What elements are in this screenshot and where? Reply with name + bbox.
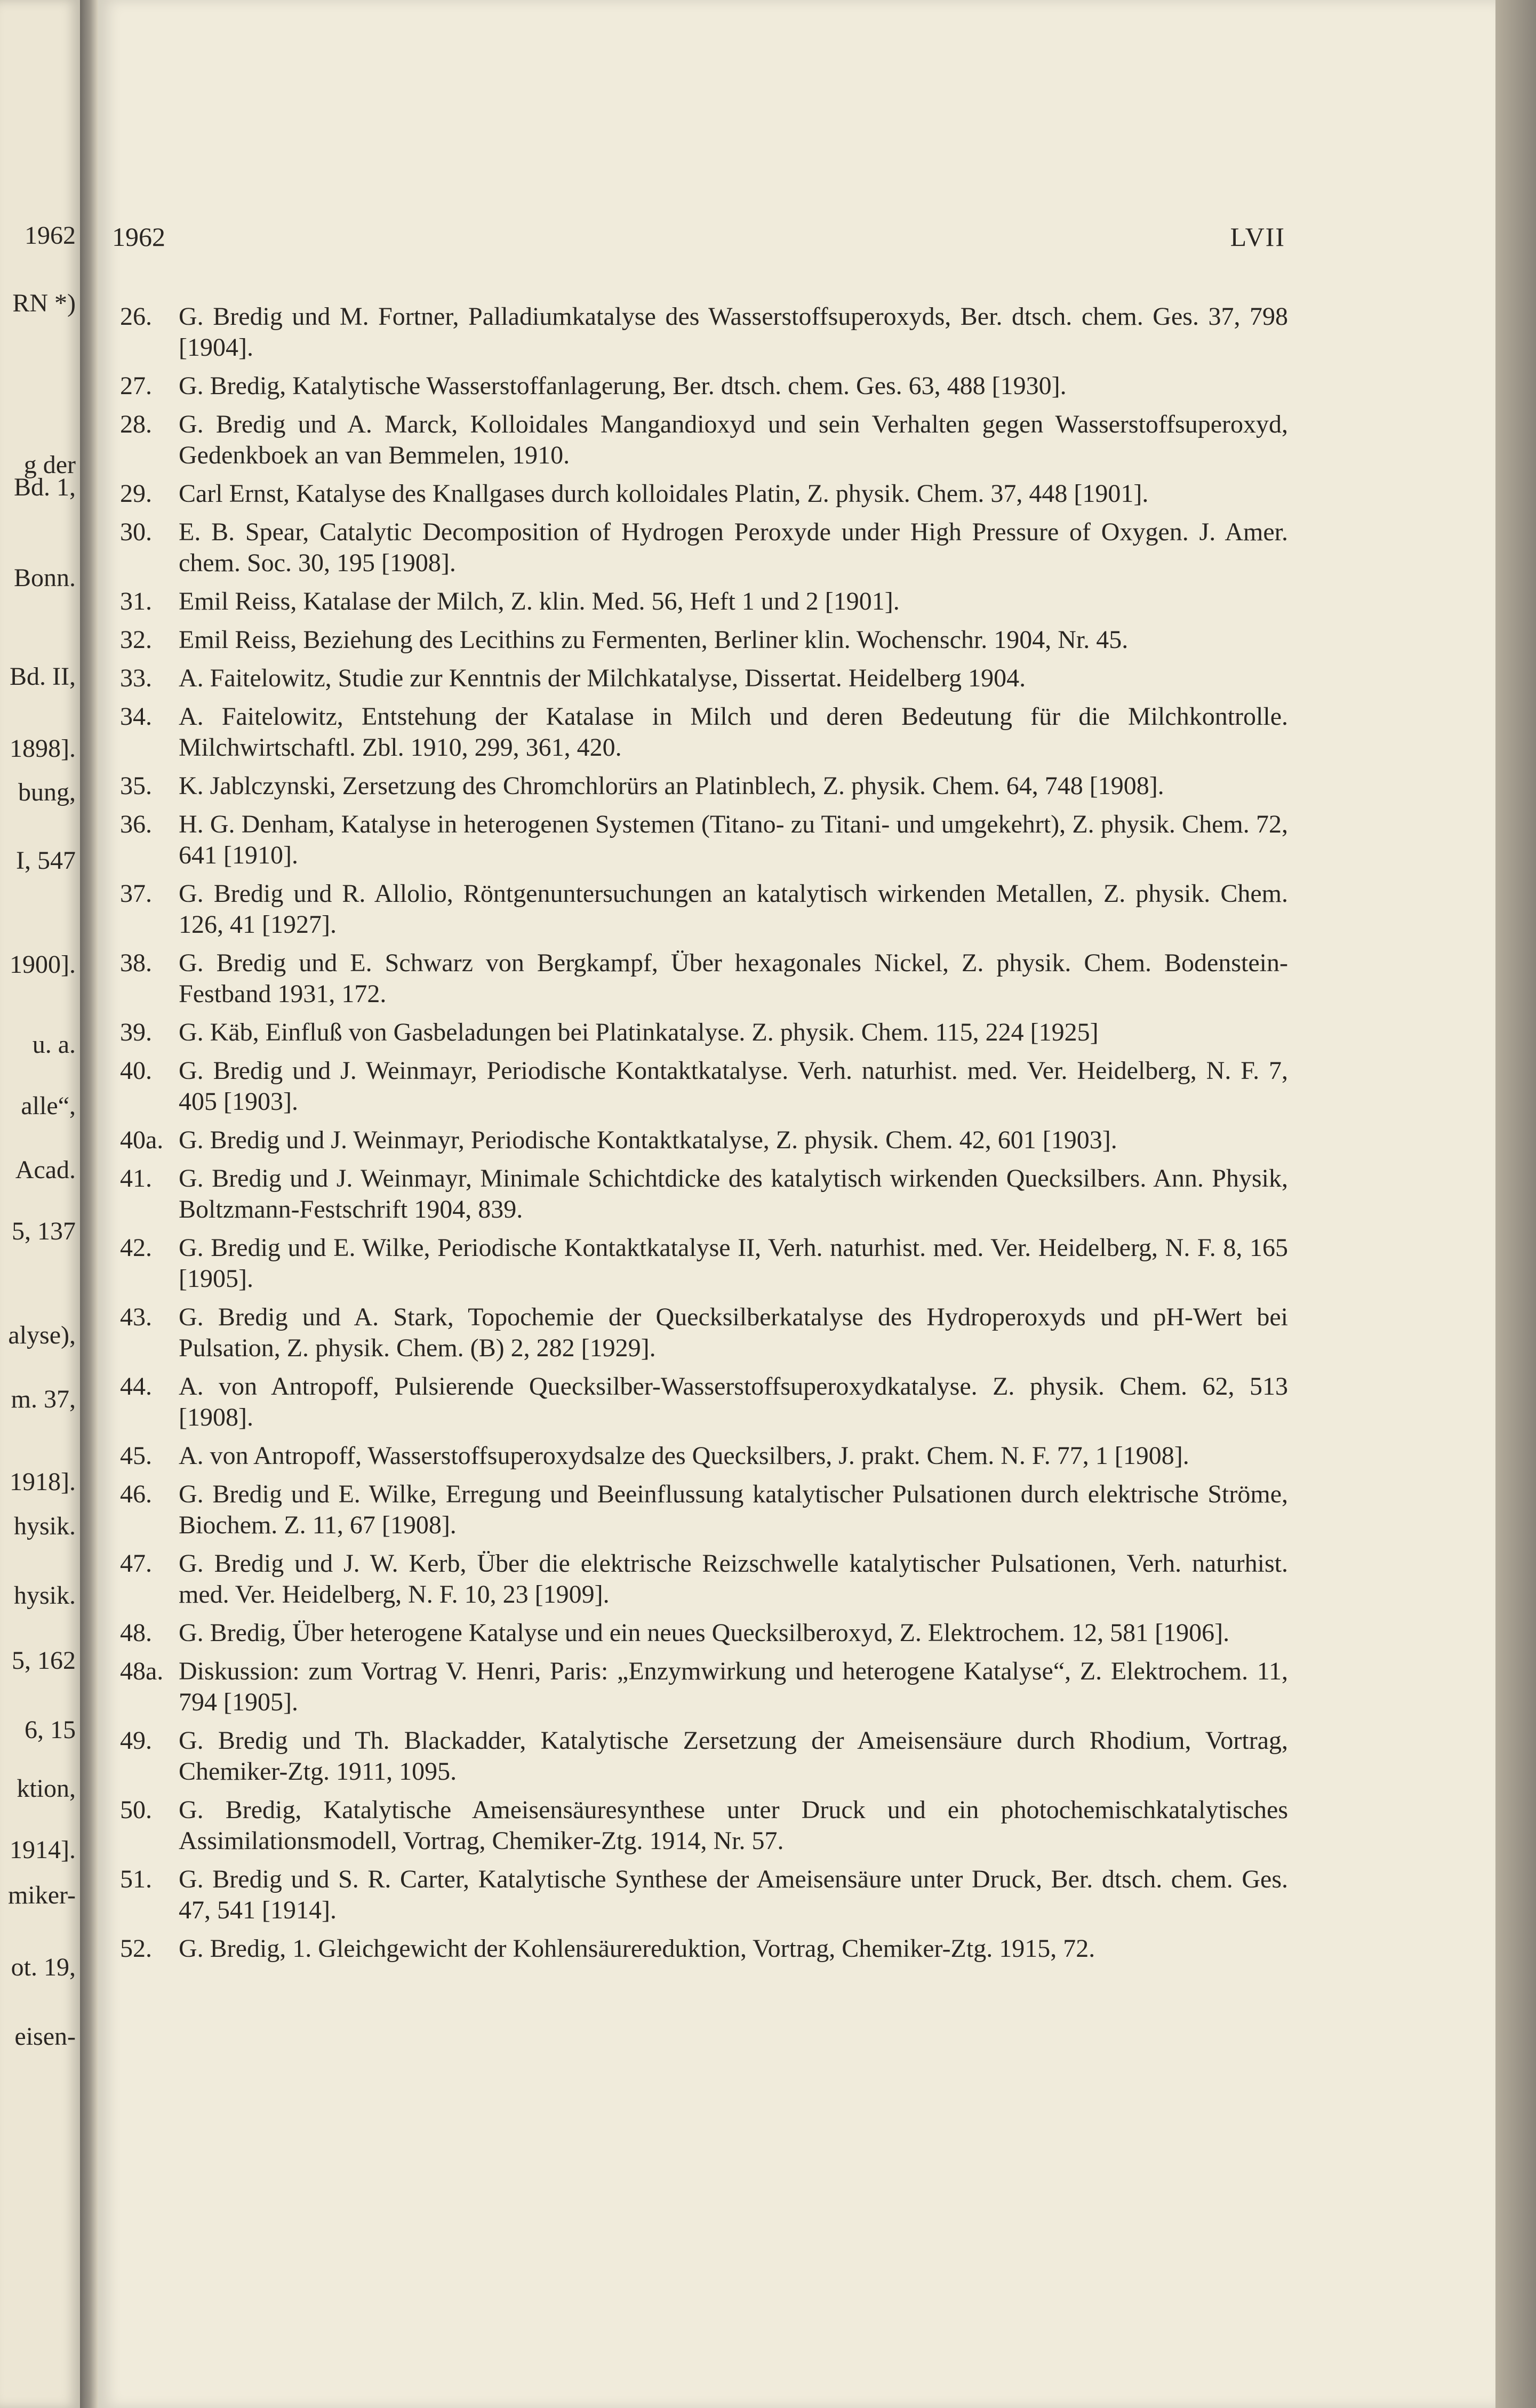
reference-entry [120,663,1288,694]
reference-entry [120,701,1288,763]
reference-number: 42. [120,1234,152,1262]
reference-entry [120,1055,1288,1117]
reference-text: G. Bredig, Über heterogene Katalyse und ein neues Quecksilberoxyd, Z. Elektrochem. 12, 581 [1906]. [179,1619,1230,1647]
reference-text: G. Bredig, 1. Gleichgewicht der Kohlensäurereduktion, Vortrag, Chemiker-Ztg. 1915, 72. [179,1934,1095,1963]
reference-number: 40a. [120,1126,164,1154]
reference-entry [120,1233,1288,1294]
reference-number: 34. [120,702,152,731]
reference-text: G. Bredig und M. Fortner, Palladiumkatalyse des Wasserstoffsuperoxyds, Ber. dtsch. chem. Ges. 37, 798 [1904]. [179,302,1288,362]
reference-text: A. Faitelowitz, Studie zur Kenntnis der Milchkatalyse, Dissertat. Heidelberg 1904. [179,664,1026,692]
reference-text: G. Bredig und J. W. Kerb, Über die elektrische Reizschwelle katalytischer Pulsationen, Verh. naturhist. med. Ver. Heidelberg, N. F. 10, 23 [1909]. [179,1549,1288,1609]
reference-number: 30. [120,518,152,546]
reference-number: 32. [120,626,152,654]
page-edge-shadow [1495,0,1536,2408]
reference-text: Emil Reiss, Katalase der Milch, Z. klin. Med. 56, Heft 1 und 2 [1901]. [179,587,900,615]
reference-text: G. Bredig und E. Wilke, Erregung und Beeinflussung katalytischer Pulsationen durch elektrische Ströme, Biochem. Z. 11, 67 [1908]. [179,1480,1288,1539]
reference-number: 27. [120,372,152,400]
left-page-line: RN *) [12,289,76,317]
reference-text: G. Bredig und E. Wilke, Periodische Kontaktkatalyse II, Verh. naturhist. med. Ver. Heidelberg, N. F. 8, 165 [1905]. [179,1234,1288,1293]
book-gutter [80,0,98,2408]
reference-number: 36. [120,810,152,838]
left-page-line: alyse), [8,1321,76,1349]
reference-number: 45. [120,1442,152,1470]
reference-entry [120,1441,1288,1471]
reference-entry [120,625,1288,655]
running-head-year: 1962 [112,222,165,252]
reference-number: 46. [120,1480,152,1508]
reference-text: A. Faitelowitz, Entstehung der Katalase in Milch und deren Bedeutung für die Milchkontrolle. Milchwirtschaftl. Zbl. 1910, 299, 361, 420. [179,702,1288,762]
reference-list [120,301,1288,1972]
reference-number: 37. [120,879,152,908]
reference-entry [120,301,1288,363]
reference-number: 33. [120,664,152,692]
left-page-line: hysik. [13,1512,76,1540]
reference-entry [120,517,1288,579]
left-page-line: 5, 162 [12,1646,76,1675]
reference-entry [120,478,1288,509]
reference-text: E. B. Spear, Catalytic Decomposition of Hydrogen Peroxyde under High Pressure of Oxygen. J. Amer. chem. Soc. 30, 195 [1908]. [179,518,1288,577]
reference-text: H. G. Denham, Katalyse in heterogenen Systemen (Titano- zu Titani- und umgekehrt), Z. physik. Chem. 72, 641 [1910]. [179,810,1288,869]
reference-number: 35. [120,772,152,800]
page-number: LVII [1230,222,1285,252]
reference-text: G. Bredig und Th. Blackadder, Katalytische Zersetzung der Ameisensäure durch Rhodium, Vortrag, Chemiker-Ztg. 1911, 1095. [179,1726,1288,1786]
reference-entry [120,1795,1288,1857]
left-page-line: 1900]. [10,950,76,979]
reference-entry [120,1371,1288,1433]
reference-entry [120,1017,1288,1048]
left-page-edge [0,0,80,2408]
reference-entry [120,1618,1288,1649]
left-page-line: 1962 [25,221,76,250]
reference-entry [120,1302,1288,1364]
reference-number: 50. [120,1796,152,1824]
reference-number: 43. [120,1303,152,1331]
reference-text: A. von Antropoff, Wasserstoffsuperoxydsalze des Quecksilbers, J. prakt. Chem. N. F. 77, 1 [1908]. [179,1442,1189,1470]
reference-number: 48a. [120,1657,164,1685]
left-page-line: miker- [8,1881,76,1909]
reference-number: 38. [120,949,152,977]
reference-entry [120,878,1288,940]
reference-number: 40. [120,1057,152,1085]
reference-text: K. Jablczynski, Zersetzung des Chromchlorürs an Platinblech, Z. physik. Chem. 64, 748 [1908]. [179,772,1164,800]
reference-text: A. von Antropoff, Pulsierende Quecksilber-Wasserstoffsuperoxydkatalyse. Z. physik. Chem. 62, 513 [1908]. [179,1372,1288,1431]
left-page-line: 1918]. [10,1468,76,1496]
reference-text: G. Käb, Einfluß von Gasbeladungen bei Platinkatalyse. Z. physik. Chem. 115, 224 [1925] [179,1018,1099,1046]
reference-text: G. Bredig und A. Stark, Topochemie der Quecksilberkatalyse des Hydroperoxyds und pH-Wert bei Pulsation, Z. physik. Chem. (B) 2, 282 [1929]. [179,1303,1288,1362]
left-page-line: u. a. [32,1030,76,1059]
left-page-line: I, 547 [16,846,76,875]
reference-text: G. Bredig, Katalytische Wasserstoffanlagerung, Ber. dtsch. chem. Ges. 63, 488 [1930]. [179,372,1067,400]
reference-text: G. Bredig und A. Marck, Kolloidales Mangandioxyd und sein Verhalten gegen Wasserstoffsuperoxyd, Gedenkboek an van Bemmelen, 1910. [179,410,1288,469]
reference-number: 44. [120,1372,152,1401]
left-page-line: Bd. 1, [13,473,76,501]
left-page-line: Bonn. [13,564,76,592]
reference-entry [120,586,1288,617]
reference-entry [120,771,1288,802]
left-page-line: Bd. II, [10,662,76,691]
reference-entry [120,1725,1288,1787]
reference-entry [120,1479,1288,1541]
reference-text: G. Bredig und J. Weinmayr, Periodische Kontaktkatalyse, Z. physik. Chem. 42, 601 [1903]. [179,1126,1117,1154]
reference-number: 49. [120,1726,152,1755]
reference-text: G. Bredig und R. Allolio, Röntgenuntersuchungen an katalytisch wirkenden Metallen, Z. physik. Chem. 126, 41 [1927]. [179,879,1288,939]
left-page-line: m. 37, [11,1385,76,1413]
left-page-line: alle“, [21,1092,76,1120]
left-page-line: bung, [18,778,76,806]
reference-number: 47. [120,1549,152,1578]
reference-number: 28. [120,410,152,438]
reference-entry [120,1125,1288,1156]
reference-entry [120,371,1288,402]
left-page-line: ot. 19, [11,1953,76,1981]
reference-entry [120,1163,1288,1225]
reference-entry [120,1933,1288,1964]
left-page-line: ktion, [17,1774,76,1803]
reference-entry [120,809,1288,871]
reference-entry [120,409,1288,471]
reference-entry [120,1656,1288,1718]
reference-number: 52. [120,1934,152,1963]
reference-text: G. Bredig und J. Weinmayr, Periodische Kontaktkatalyse. Verh. naturhist. med. Ver. Heidelberg, N. F. 7, 405 [1903]. [179,1057,1288,1116]
running-head [112,221,1285,253]
reference-number: 41. [120,1164,152,1193]
reference-text: Carl Ernst, Katalyse des Knallgases durch kolloidales Platin, Z. physik. Chem. 37, 448 [1901]. [179,479,1149,508]
reference-number: 51. [120,1865,152,1893]
reference-number: 31. [120,587,152,615]
left-page-line: g der [23,451,76,479]
left-page-line: 5, 137 [12,1217,76,1245]
reference-text: G. Bredig und E. Schwarz von Bergkampf, Über hexagonales Nickel, Z. physik. Chem. Bodenstein-Festband 1931, 172. [179,949,1288,1008]
reference-entry [120,1864,1288,1926]
reference-text: G. Bredig und J. Weinmayr, Minimale Schichtdicke des katalytisch wirkenden Quecksilbers. Ann. Physik, Boltzmann-Festschrift 1904, 839. [179,1164,1288,1223]
reference-entry [120,1548,1288,1610]
left-page-line: 1898]. [10,734,76,763]
left-page-line: 1914]. [10,1836,76,1864]
reference-number: 39. [120,1018,152,1046]
left-page-line: Acad. [15,1156,76,1184]
reference-number: 26. [120,302,152,331]
reference-text: G. Bredig, Katalytische Ameisensäuresynthese unter Druck und ein photochemischkatalytisches Assimilationsmodell, Vortrag, Chemiker-Ztg. 1914, Nr. 57. [179,1796,1288,1855]
reference-entry [120,948,1288,1010]
reference-text: Diskussion: zum Vortrag V. Henri, Paris: „Enzymwirkung und heterogene Katalyse“, Z. Elektrochem. 11, 794 [1905]. [179,1657,1288,1716]
left-page-line: eisen- [14,2022,76,2051]
reference-number: 29. [120,479,152,508]
reference-number: 48. [120,1619,152,1647]
left-page-line: 6, 15 [25,1716,76,1744]
reference-text: G. Bredig und S. R. Carter, Katalytische Synthese der Ameisensäure unter Druck, Ber. dtsch. chem. Ges. 47, 541 [1914]. [179,1865,1288,1924]
left-page-line: hysik. [13,1581,76,1610]
reference-text: Emil Reiss, Beziehung des Lecithins zu Fermenten, Berliner klin. Wochenschr. 1904, Nr. 45. [179,626,1129,654]
